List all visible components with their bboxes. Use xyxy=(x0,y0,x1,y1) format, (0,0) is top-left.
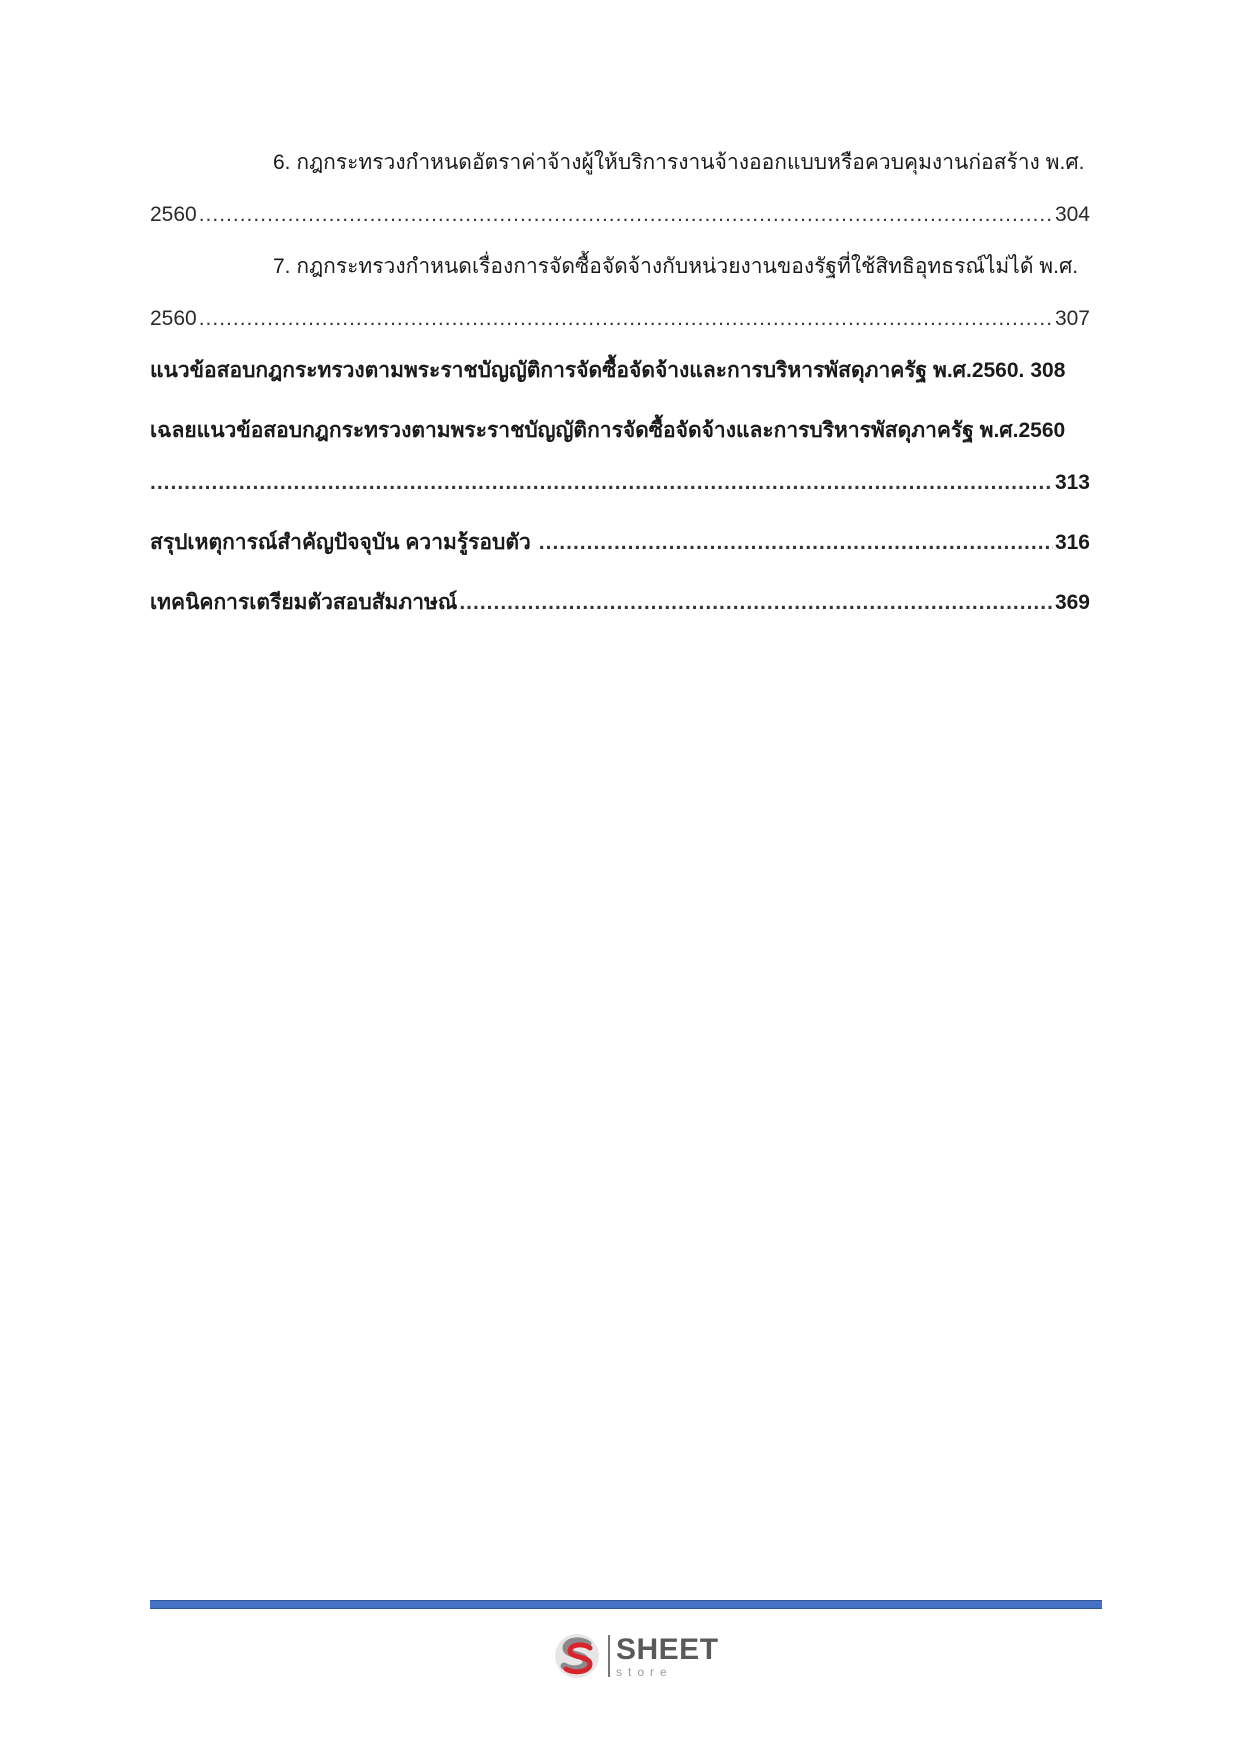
logo-text xyxy=(616,1632,719,1679)
toc-entry-title: เทคนิคการเตรียมตัวสอบสัมภาษณ์ xyxy=(150,591,458,614)
toc-entry-title: แนวข้อสอบกฎกระทรวงตามพระราชบัญญัติการจัดซื้อจัดจ้างและการบริหารพัสดุภาครัฐ พ.ศ.2560. xyxy=(150,359,1025,382)
toc-page-number: 313 xyxy=(1054,471,1090,494)
sheet-store-logo xyxy=(552,1630,719,1682)
toc-entry-6[interactable] xyxy=(150,148,1090,230)
dot-leader xyxy=(459,588,1053,618)
toc-entry-year: 2560 xyxy=(150,203,197,226)
toc-page-number: 316 xyxy=(1054,531,1090,554)
toc-entry-year: 2560 xyxy=(150,307,197,330)
toc-page-number: 307 xyxy=(1054,307,1090,330)
toc-entry-leader-line xyxy=(150,200,1090,230)
dot-leader xyxy=(539,528,1053,558)
logo-divider xyxy=(608,1635,610,1677)
toc-page-number: 369 xyxy=(1054,591,1090,614)
toc-entry-leader-line xyxy=(150,468,1090,498)
toc-entry-title: 6. กฎกระทรวงกำหนดอัตราค่าจ้างผู้ให้บริการงานจ้างออกแบบหรือควบคุมงานก่อสร้าง พ.ศ. xyxy=(273,151,1085,174)
toc-entry-title: เฉลยแนวข้อสอบกฎกระทรวงตามพระราชบัญญัติการจัดซื้อจัดจ้างและการบริหารพัสดุภาครัฐ พ.ศ.2560 xyxy=(150,419,1066,442)
toc-entry-title: 7. กฎกระทรวงกำหนดเรื่องการจัดซื้อจัดจ้างกับหน่วยงานของรัฐที่ใช้สิทธิอุทธรณ์ไม่ได้ พ.ศ. xyxy=(273,255,1079,278)
dot-leader xyxy=(150,468,1053,498)
dot-leader xyxy=(199,304,1053,334)
toc-entry-leader-line xyxy=(150,304,1090,334)
toc-entry-current-events[interactable] xyxy=(150,528,1090,558)
toc-entry-leader-line xyxy=(150,588,1090,618)
toc-page-number: 304 xyxy=(1054,203,1090,226)
footer-divider-bar xyxy=(150,1600,1102,1609)
logo-subtitle: store xyxy=(616,1664,673,1679)
toc-entry-exam-guide[interactable] xyxy=(150,356,1090,386)
logo-wordmark: SHEET xyxy=(616,1632,719,1666)
toc-entry-title: สรุปเหตุการณ์สำคัญปัจจุบัน ความรู้รอบตัว xyxy=(150,531,531,554)
dot-leader xyxy=(199,200,1053,230)
toc-entry-interview-techniques[interactable] xyxy=(150,588,1090,618)
toc-entry-leader-line xyxy=(150,356,1090,386)
table-of-contents xyxy=(150,148,1090,648)
toc-entry-answer-key[interactable] xyxy=(150,416,1090,498)
toc-entry-leader-line xyxy=(150,528,1090,558)
sheet-store-logo-icon xyxy=(552,1631,602,1681)
toc-page-number: 308 xyxy=(1030,359,1066,382)
toc-entry-7[interactable] xyxy=(150,252,1090,334)
